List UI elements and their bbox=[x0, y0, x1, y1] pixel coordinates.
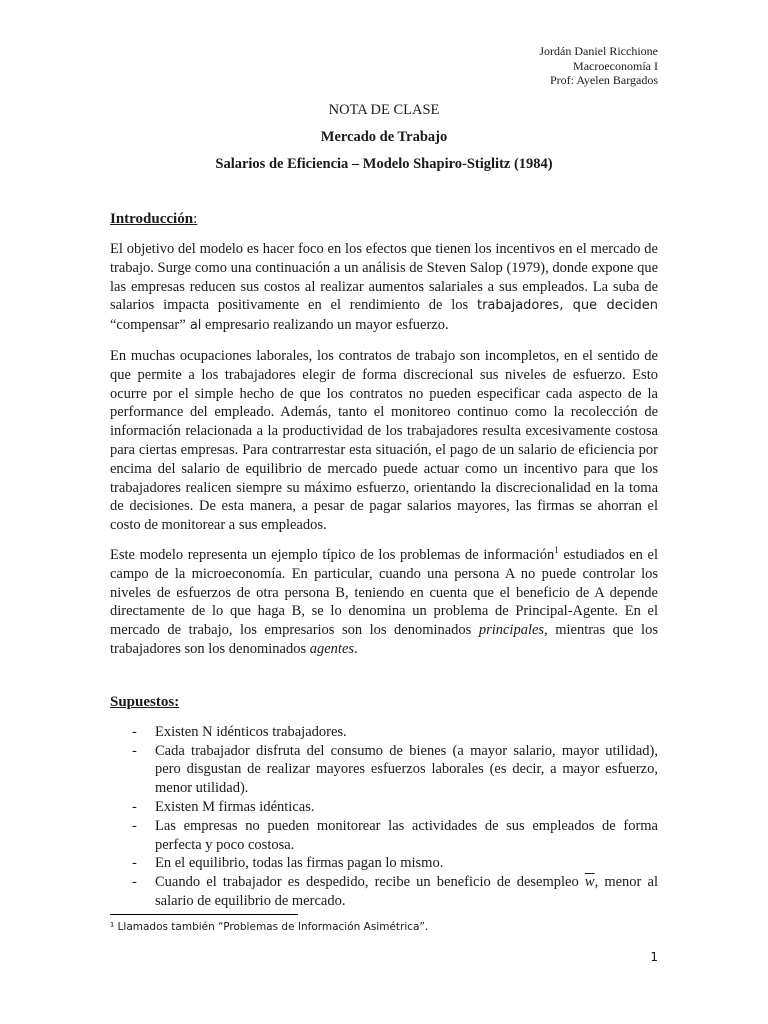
author-name: Jordán Daniel Ricchione bbox=[539, 44, 658, 58]
list-item: - En el equilibrio, todas las firmas pagan lo mismo. bbox=[132, 855, 444, 872]
topic-title: Mercado de Trabajo bbox=[320, 129, 448, 145]
footnote-separator bbox=[110, 914, 298, 915]
intro-heading: Introducción: bbox=[110, 211, 198, 227]
list-item: - Existen M firmas idénticas. bbox=[132, 798, 315, 815]
intro-paragraph-1: El objetivo del modelo es hacer foco en los efectos que tienen los incentivos en el mercado de trabajo. Surge como una continuación a un análisis de Steven Salop (1979), donde expone que las empresas reducen sus costos al realizar aumentos salariales a sus empleados. La suba de salarios impacta positivamente en el rendimiento de los trabajadores, que deciden “compensar” al empresario realizando un mayor esfuerzo. bbox=[110, 241, 658, 334]
title-block bbox=[110, 101, 658, 173]
unemployment-benefit-symbol: $\overline{w}$ bbox=[584, 874, 595, 891]
list-item: - Cuando el trabajador es despedido, recibe un beneficio de desempleo $\overline{w}$, menor al salario de equilibrio de mercado. bbox=[132, 874, 658, 909]
model-title: Salarios de Eficiencia – Modelo Shapiro-Stiglitz (1984) bbox=[215, 156, 553, 172]
footnote-text: ¹ Llamados también “Problemas de Información Asimétrica”. bbox=[110, 921, 429, 933]
list-item: - Las empresas no pueden monitorear las actividades de sus empleados de forma perfecta y poco costosa. bbox=[132, 817, 658, 853]
footnote-ref[interactable]: 1 bbox=[554, 544, 559, 555]
supuestos-heading: Supuestos: bbox=[110, 693, 180, 710]
assumptions-list bbox=[110, 723, 658, 911]
intro-paragraph-3: Este modelo representa un ejemplo típico de los problemas de información$^1$ estudiados en el campo de la microeconomía. En particular, cuando una persona A no puede controlar los niveles de esfuerzos de otra persona B, teniendo en cuenta que el beneficio de A depende directamente de lo que haga B, se lo denomina un problema de Principal-Agente. En el mercado de trabajo, los empresarios son los denominados principales, mientras que los trabajadores son los denominados agentes. bbox=[110, 544, 658, 657]
list-item: - Existen N idénticos trabajadores. bbox=[132, 723, 347, 740]
main-content bbox=[110, 210, 658, 911]
course-name: Macroeconomía I bbox=[573, 58, 658, 73]
doc-type-title: NOTA DE CLASE bbox=[328, 102, 440, 118]
intro-paragraph-2: En muchas ocupaciones laborales, los contratos de trabajo son incompletos, en el sentido de que permite a los trabajadores elegir de forma discrecional sus niveles de esfuerzo. Esto ocurre por el simple hecho de que los contratos no pueden especificar cada aspecto de la performance del empleado. Además, tanto el monitoreo continuo como la recolección de información relacionada a la productividad de los trabajadores resulta excesivamente costosa para ciertas empresas. Para contrarrestar esta situación, el pago de un salario de eficiencia por encima del salario de equilibrio de mercado puede actuar como un incentivo para que los trabajadores realicen siempre su máximo esfuerzo, orientando la discrecionalidad en la toma de decisiones. De esta manera, a pesar de pagar salarios mayores, las firmas se ahorran el costo de monitorear a sus empleados. bbox=[110, 347, 658, 534]
page-number: 1 bbox=[650, 950, 658, 964]
document-header bbox=[539, 44, 658, 88]
professor-name: Prof: Ayelen Bargados bbox=[550, 73, 658, 87]
list-item: - Cada trabajador disfruta del consumo de bienes (a mayor salario, mayor utilidad), pero disgustan de realizar mayores esfuerzos laborales (es decir, a mayor esfuerzo, menor utilidad). bbox=[132, 742, 658, 797]
